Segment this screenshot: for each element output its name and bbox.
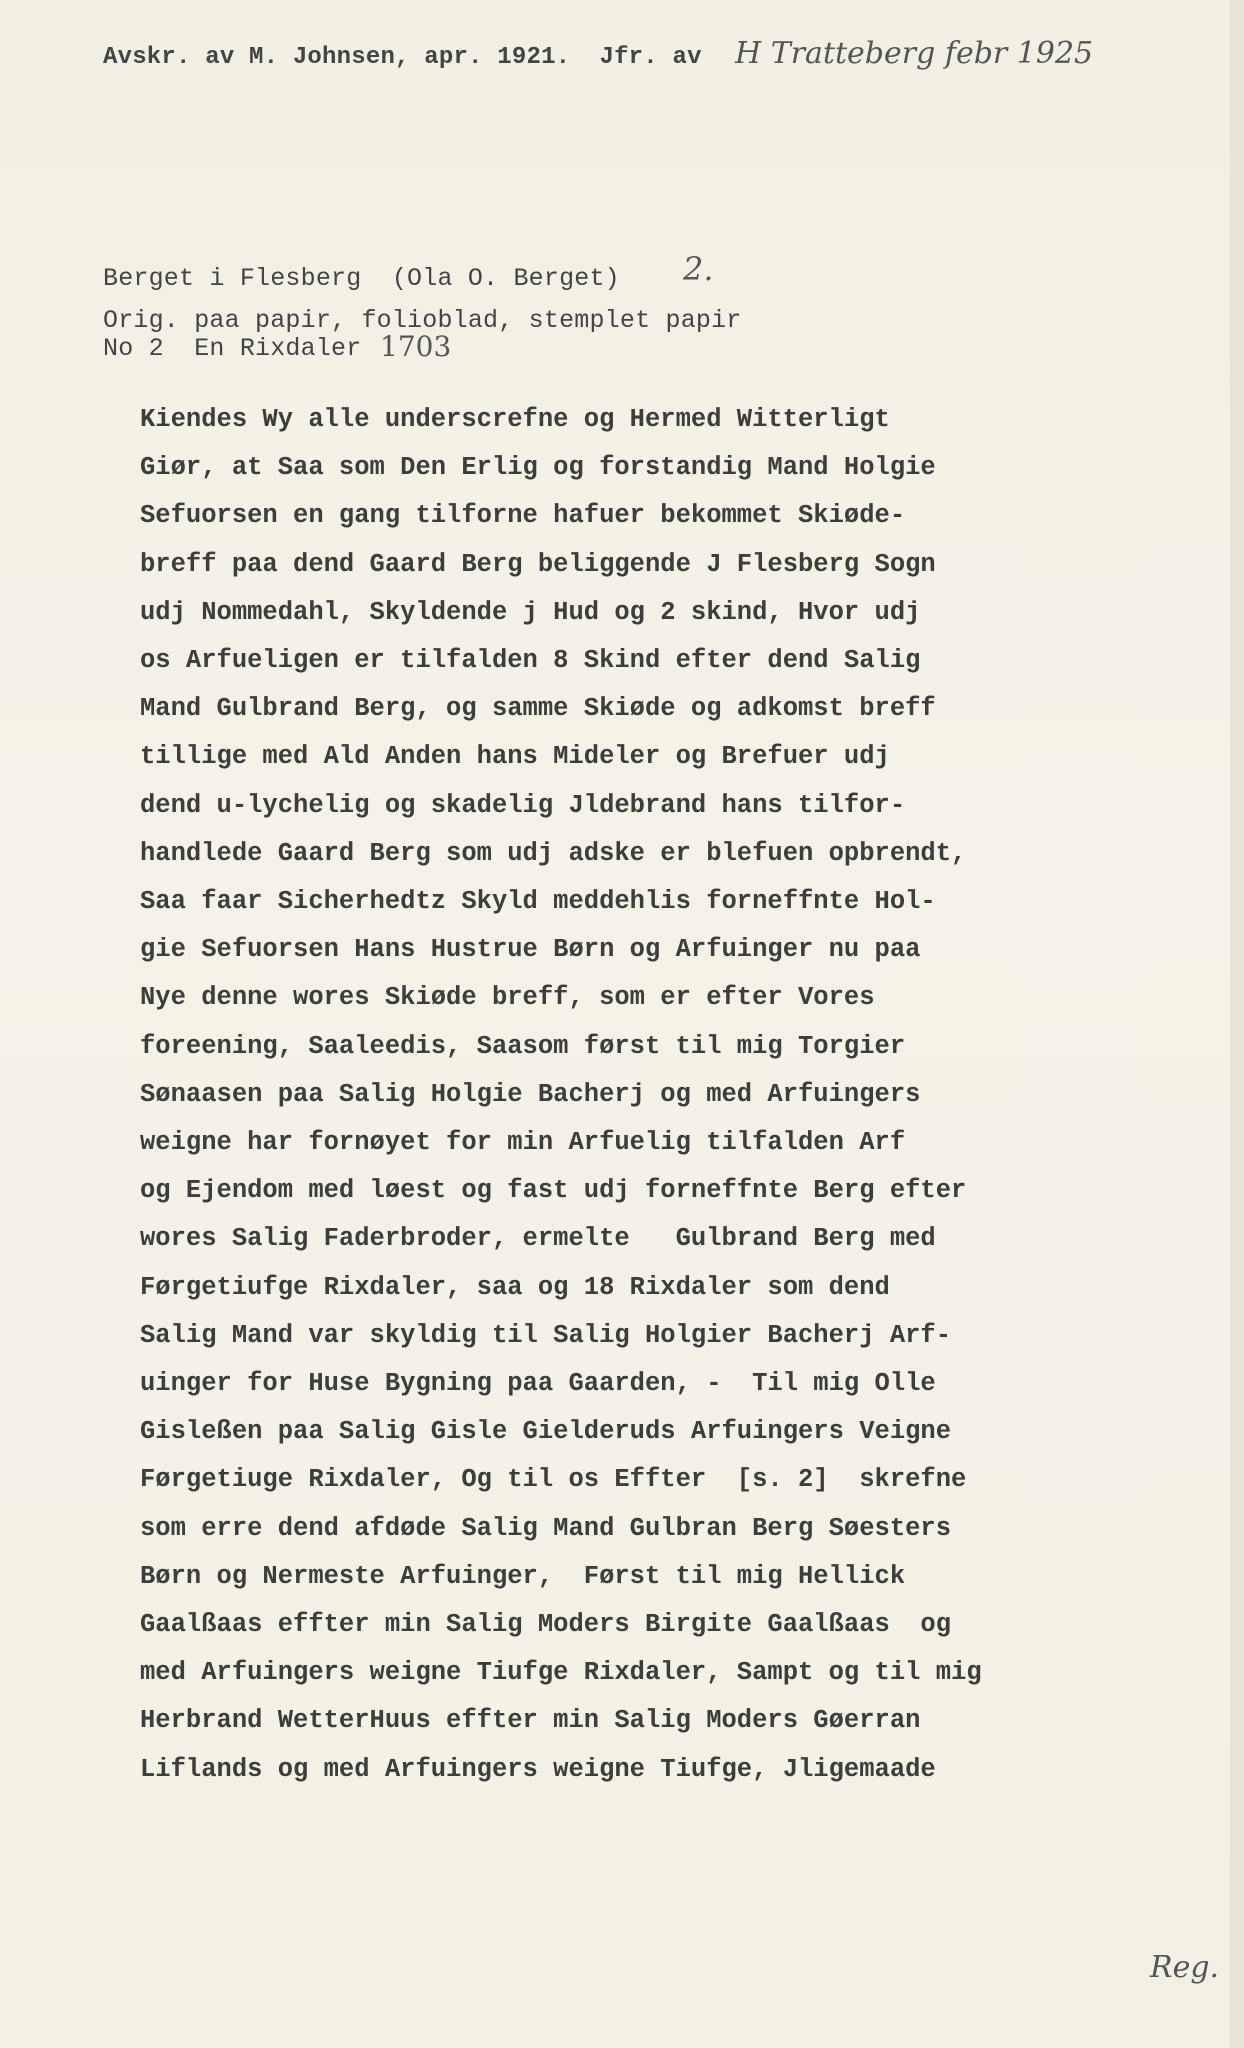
registered-note: Reg.	[1150, 1950, 1220, 1985]
body-text-line: Giør, at Saa som Den Erlig og forstandig Mand Holgie	[140, 453, 936, 483]
body-text-line: Sønaasen paa Salig Holgie Bacherj og med Arfuingers	[140, 1079, 921, 1109]
body-text-line: Herbrand WetterHuus effter min Salig Moders Gøerran	[140, 1706, 921, 1736]
body-text-line: foreening, Saaleedis, Saasom først til mig Torgier	[140, 1031, 906, 1061]
page-edge	[1230, 0, 1244, 2048]
body-text-line: weigne har fornøyet for min Arfuelig tilfalden Arf	[140, 1128, 906, 1157]
body-text-line: tillige med Ald Anden hans Mideler og Brefuer udj	[140, 742, 890, 772]
body-text-line: gie Sefuorsen Hans Hustrue Børn og Arfuinger nu paa	[140, 935, 921, 965]
body-text-line: Førgetiufge Rixdaler, saa og 18 Rixdaler som dend	[140, 1272, 890, 1302]
proofreader-signature: H Tratteberg febr 1925	[735, 36, 1094, 71]
body-text-line: som erre dend afdøde Salig Mand Gulbran Berg Søesters	[140, 1513, 952, 1543]
source-description: Orig. paa papir, folioblad, stemplet papir	[103, 306, 742, 335]
body-text-line: Saa faar Sicherhedtz Skyld meddehlis forneffnte Hol-	[140, 887, 936, 916]
body-text-line: handlede Gaard Berg som udj adske er blefuen opbrendt,	[140, 838, 967, 868]
document-title: Berget i Flesberg (Ola O. Berget)	[103, 264, 620, 293]
document-number: 2.	[683, 250, 714, 288]
body-text-line: dend u-lychelig og skadelig Jldebrand hans tilfor-	[140, 790, 906, 820]
body-text-line: Gisleßen paa Salig Gisle Gielderuds Arfuingers Veigne	[140, 1417, 952, 1447]
body-text-line: Førgetiuge Rixdaler, Og til os Effter [s. 2] skrefne	[140, 1465, 967, 1495]
body-text-line: Børn og Nermeste Arfuinger, Først til mig Hellick	[140, 1561, 906, 1591]
source-paper-stamp: No 2 En Rixdaler	[103, 334, 362, 363]
body-text-line: Salig Mand var skyldig til Salig Holgier Bacherj Arf-	[140, 1320, 952, 1350]
transcription-header: Avskr. av M. Johnsen, apr. 1921. Jfr. av	[103, 44, 702, 71]
body-text-line: wores Salig Faderbroder, ermelte Gulbrand Berg med	[140, 1224, 936, 1254]
body-text-line: og Ejendom med løest og fast udj forneffnte Berg efter	[140, 1176, 967, 1206]
body-text-line: udj Nommedahl, Skyldende j Hud og 2 skind, Hvor udj	[140, 597, 921, 627]
body-text-line: Mand Gulbrand Berg, og samme Skiøde og adkomst breff	[140, 694, 936, 724]
body-text-line: med Arfuingers weigne Tiufge Rixdaler, Sampt og til mig	[140, 1658, 982, 1688]
body-text-line: os Arfueligen er tilfalden 8 Skind efter dend Salig	[140, 646, 921, 675]
body-text-line: Nye denne wores Skiøde breff, som er efter Vores	[140, 983, 875, 1013]
source-year: 1703	[380, 330, 452, 363]
body-text-line: Kiendes Wy alle underscrefne og Hermed Witterligt	[140, 405, 890, 434]
body-text-line: Gaalßaas effter min Salig Moders Birgite Gaalßaas og	[140, 1610, 952, 1639]
body-text-line: Liflands og med Arfuingers weigne Tiufge, Jligemaade	[140, 1754, 936, 1784]
body-text-line: uinger for Huse Bygning paa Gaarden, - Til mig Olle	[140, 1369, 936, 1398]
body-text-line: breff paa dend Gaard Berg beliggende J Flesberg Sogn	[140, 549, 936, 579]
body-text-line: Sefuorsen en gang tilforne hafuer bekommet Skiøde-	[140, 501, 906, 531]
